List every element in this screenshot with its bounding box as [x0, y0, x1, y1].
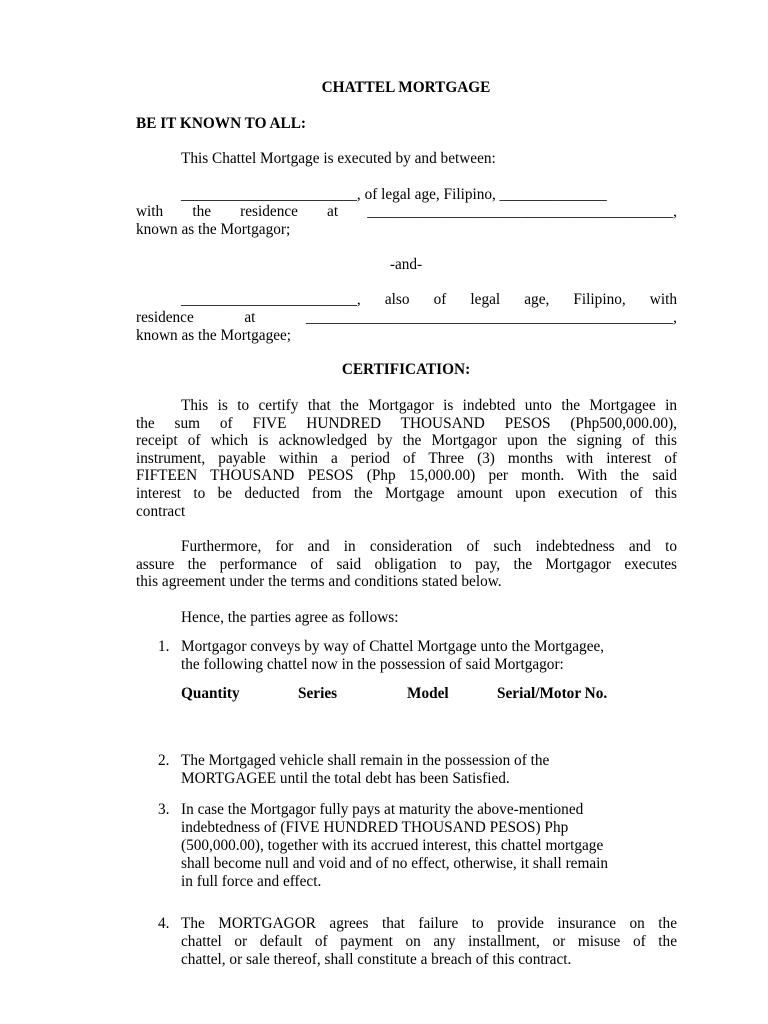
list-item-line: MORTGAGEE until the total debt has been Satisfied. — [181, 770, 510, 787]
list-item-number: 2. — [158, 752, 170, 769]
and-separator: -and- — [389, 256, 423, 273]
furthermore-line: assure the performance of said obligation to pay, the Mortgagor executes — [136, 556, 677, 573]
salutation: BE IT KNOWN TO ALL: — [136, 115, 307, 132]
list-item-number: 3. — [158, 801, 170, 818]
list-item — [181, 752, 677, 788]
list-item — [181, 801, 677, 891]
table-header-series: Series — [298, 685, 338, 702]
list-item-line: The Mortgaged vehicle shall remain in the possession of the — [181, 752, 550, 769]
list-item-line: the following chattel now in the possession of said Mortgagor: — [181, 656, 564, 673]
furthermore-line: Furthermore, for and in consideration of such indebtedness and to — [181, 538, 677, 555]
certification-heading: CERTIFICATION: — [341, 361, 471, 378]
list-item-line: In case the Mortgagor fully pays at maturity the above-mentioned — [181, 801, 584, 818]
list-item-line: in full force and effect. — [181, 873, 322, 890]
mortgagee-name-line: _______________________, also of legal age, Filipino, with — [181, 291, 677, 308]
mortgagor-label: known as the Mortgagor; — [136, 221, 291, 238]
document-title: CHATTEL MORTGAGE — [321, 79, 491, 96]
list-item — [181, 915, 677, 969]
certification-line: interest to be deducted from the Mortgage amount upon execution of this — [136, 485, 677, 502]
list-item-line: chattel, or sale thereof, shall constitute a breach of this contract. — [181, 951, 572, 968]
mortgagee-residence-line: residence at ________________________________________________, — [136, 309, 677, 326]
list-item — [181, 638, 677, 674]
certification-line: contract — [136, 503, 186, 520]
intro-paragraph: This Chattel Mortgage is executed by and between: — [181, 150, 496, 167]
list-item-line: (500,000.00), together with its accrued interest, this chattel mortgage — [181, 837, 604, 854]
certification-line: receipt of which is acknowledged by the Mortgagor upon the signing of this — [136, 432, 677, 449]
list-item-line: chattel or default of payment on any installment, or misuse of the — [181, 933, 677, 950]
list-item-number: 1. — [158, 638, 170, 655]
table-header-model: Model — [407, 685, 449, 702]
hence-line: Hence, the parties agree as follows: — [181, 609, 399, 626]
list-item-line: indebtedness of (FIVE HUNDRED THOUSAND PESOS) Php — [181, 819, 569, 836]
mortgagor-name-line: _______________________, of legal age, Filipino, ______________ — [181, 186, 607, 203]
certification-line: This is to certify that the Mortgagor is indebted unto the Mortgagee in — [181, 397, 677, 414]
certification-line: instrument, payable within a period of Three (3) months with interest of — [136, 450, 677, 467]
list-item-line: Mortgagor conveys by way of Chattel Mortgage unto the Mortgagee, — [181, 638, 605, 655]
furthermore-line: this agreement under the terms and conditions stated below. — [136, 573, 502, 590]
certification-line: FIFTEEN THOUSAND PESOS (Php 15,000.00) per month. With the said — [136, 467, 677, 484]
list-item-line: The MORTGAGOR agrees that failure to provide insurance on the — [181, 915, 677, 932]
list-item-number: 4. — [158, 915, 170, 932]
mortgagee-label: known as the Mortgagee; — [136, 327, 292, 344]
certification-line: the sum of FIVE HUNDRED THOUSAND PESOS (Php500,000.00), — [136, 415, 677, 432]
table-header-quantity: Quantity — [181, 685, 240, 702]
list-item-line: shall become null and void and of no effect, otherwise, it shall remain — [181, 855, 609, 872]
table-header-serial: Serial/Motor No. — [497, 685, 608, 702]
mortgagor-residence-line: with the residence at ________________________________________, — [136, 203, 677, 220]
